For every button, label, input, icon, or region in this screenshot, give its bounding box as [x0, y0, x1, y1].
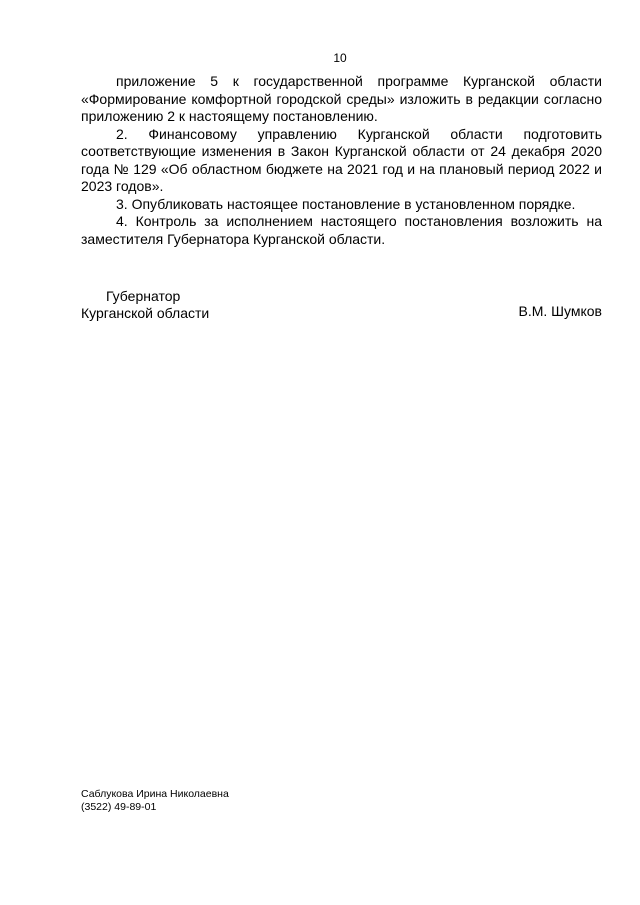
document-body: [81, 73, 602, 248]
paragraph-2: 2. Финансовому управлению Курганской области подготовить соответствующие изменения в Закон Курганской области от 24 декабря 2020 года № 129 «Об областном бюджете на 2021 год и на плановый период 2022 и 2023 годов».: [81, 125, 602, 194]
signatory-name: В.М. Шумков: [518, 303, 602, 319]
executor-name: Саблукова Ирина Николаевна: [81, 788, 229, 800]
signatory-title: Губернатор: [106, 288, 181, 304]
paragraph-1: приложение 5 к государственной программе Курганской области «Формирование комфортной городской среды» изложить в редакции согласно приложению 2 к настоящему постановлению.: [81, 73, 602, 124]
page-number: 10: [333, 51, 347, 65]
paragraph-4: 4. Контроль за исполнением настоящего постановления возложить на заместителя Губернатора Курганской области.: [81, 213, 602, 247]
signatory-region: Курганской области: [81, 305, 210, 321]
paragraph-3: 3. Опубликовать настоящее постановление в установленном порядке.: [116, 195, 576, 212]
executor-contact: [81, 788, 229, 814]
executor-phone: (3522) 49-89-01: [81, 801, 157, 813]
